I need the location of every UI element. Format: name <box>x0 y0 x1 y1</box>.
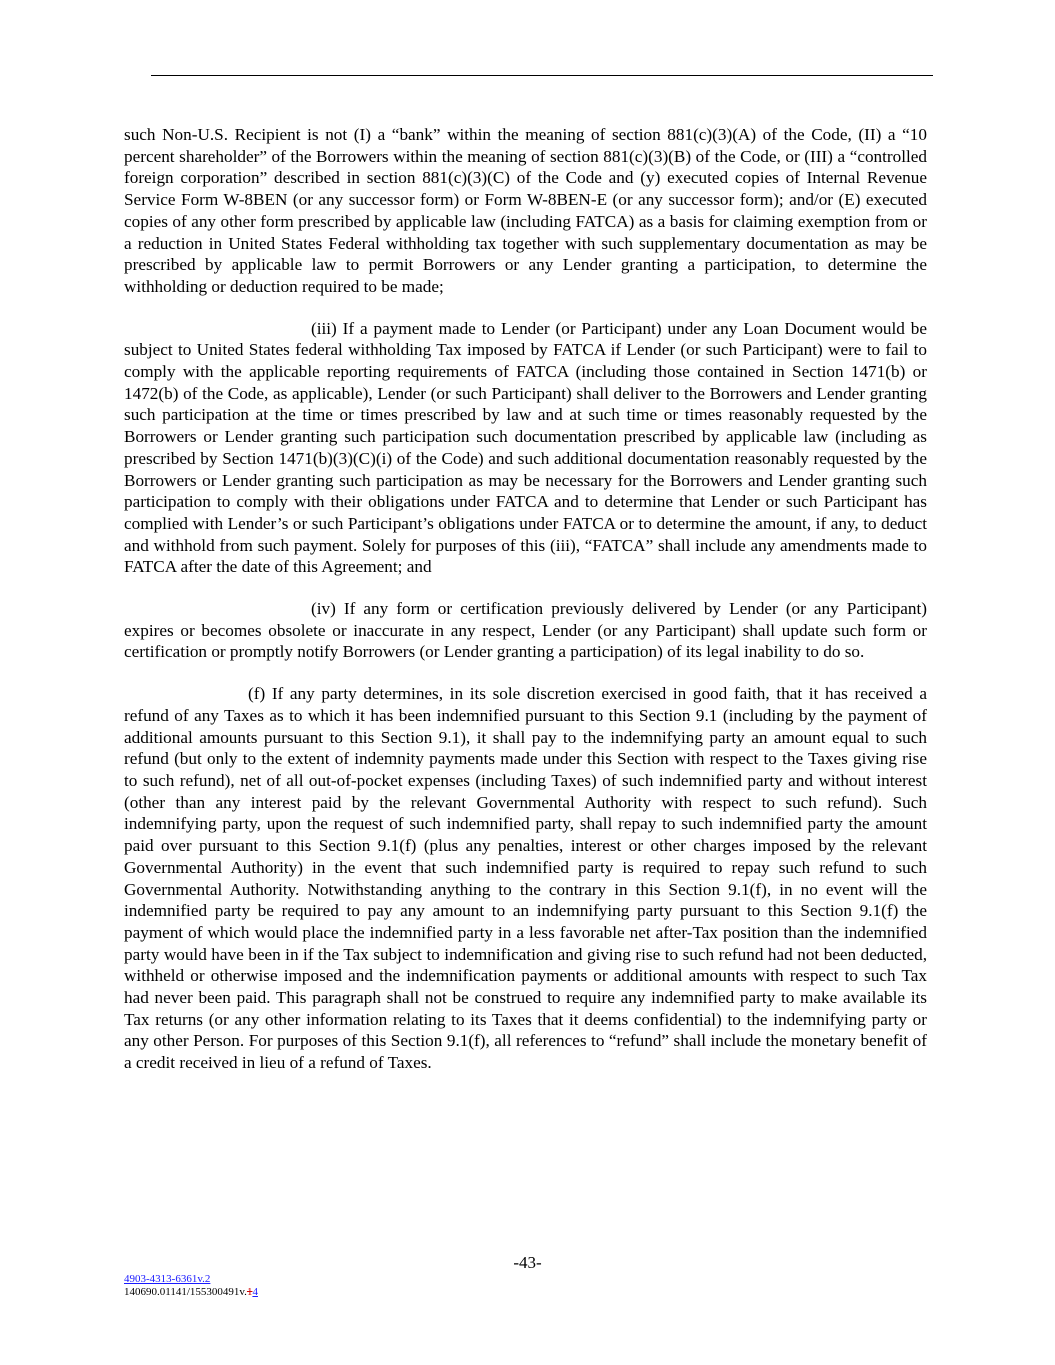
paragraph-iii: (iii) If a payment made to Lender (or Participant) under any Loan Document would be subject to United States federal withholding Tax imposed by FATCA if Lender (or such Participant) were to fail to comply with the applicable reporting requirements of FATCA (including those contained in Section 1471(b) or 1472(b) of the Code, as applicable), Lender (or such Participant) shall deliver to the Borrowers and Lender granting such participation at the time or times prescribed by law and at such time or times reasonably requested by the Borrowers or Lender granting such participation such documentation prescribed by applicable law (including as prescribed by Section 1471(b)(3)(C)(i) of the Code) and such additional documentation reasonably requested by the Borrowers or Lender granting such participation as may be necessary for the Borrowers and Lender granting such participation to comply with their obligations under FATCA and to determine that Lender or such Participant has complied with Lender’s or such Participant’s obligations under FATCA or to determine the amount, if any, to deduct and withhold from such payment. Solely for purposes of this (iii), “FATCA” shall include any amendments made to FATCA after the date of this Agreement; and <box>124 318 927 577</box>
doc-id-version <box>124 1286 258 1299</box>
paragraph-f: (f) If any party determines, in its sole discretion exercised in good faith, that it has received a refund of any Taxes as to which it has been indemnified pursuant to this Section 9.1 (including by the payment of additional amounts pursuant to this Section 9.1), it shall pay to the indemnifying party an amount equal to such refund (but only to the extent of indemnity payments made under this Section with respect to the Taxes giving rise to such refund), net of all out-of-pocket expenses (including Taxes) of such indemnified party and without interest (other than any interest paid by the relevant Governmental Authority with respect to such refund). Such indemnifying party, upon the request of such indemnified party, shall repay to such indemnified party the amount paid over pursuant to this Section 9.1(f) (plus any penalties, interest or other charges imposed by the relevant Governmental Authority) in the event that such indemnified party is required to repay such refund to such Governmental Authority. Notwithstanding anything to the contrary in this Section 9.1(f), in no event will the indemnified party be required to pay any amount to an indemnifying party pursuant to this Section 9.1(f) the payment of which would place the indemnified party in a less favorable net after-Tax position than the indemnified party would have been in if the Tax subject to indemnification and giving rise to such refund had not been deducted, withheld or otherwise imposed and the indemnification payments or additional amounts with respect to such Tax had never been paid. This paragraph shall not be construed to require any indemnified party to make available its Tax returns (or any other information relating to its Taxes that it deems confidential) to the indemnifying party or any other Person. For purposes of this Section 9.1(f), all references to “refund” shall include the monetary benefit of a credit received in lieu of a refund of Taxes. <box>124 684 927 1073</box>
doc-id-prefix: 140690.01141/155300491v. <box>124 1286 247 1298</box>
footer <box>124 1273 258 1299</box>
paragraph-iv: (iv) If any form or certification previously delivered by Lender (or any Participant) expires or becomes obsolete or inaccurate in any respect, Lender (or any Participant) shall update such form or certification or promptly notify Borrowers (or Lender granting a participation) of its legal inability to do so. <box>124 599 927 662</box>
header-rule <box>151 75 933 76</box>
deleted-version: 1 <box>246 1286 253 1298</box>
paragraph-continuation: such Non-U.S. Recipient is not (I) a “bank” within the meaning of section 881(c)(3)(A) of the Code, (II) a “10 percent shareholder” of the Borrowers within the meaning of section 881(c)(3)(B) of the Code, or (III) a “controlled foreign corporation” described in section 881(c)(3)(C) of the Code and (y) executed copies of Internal Revenue Service Form W-8BEN (or any successor form) or Form W-8BEN-E (or any successor form); and/or (E) executed copies of any other form prescribed by applicable law (including FATCA) as a basis for claiming exemption from or a reduction in United States Federal withholding tax together with such supplementary documentation as may be prescribed by applicable law to permit Borrowers or any Lender granting a participation, to determine the withholding or deduction required to be made; <box>124 125 927 296</box>
page-number: -43- <box>513 1253 542 1272</box>
document-body <box>124 124 927 1094</box>
doc-id-link[interactable]: 4903-4313-6361v.2 <box>124 1273 211 1285</box>
inserted-version: 4 <box>252 1286 258 1298</box>
